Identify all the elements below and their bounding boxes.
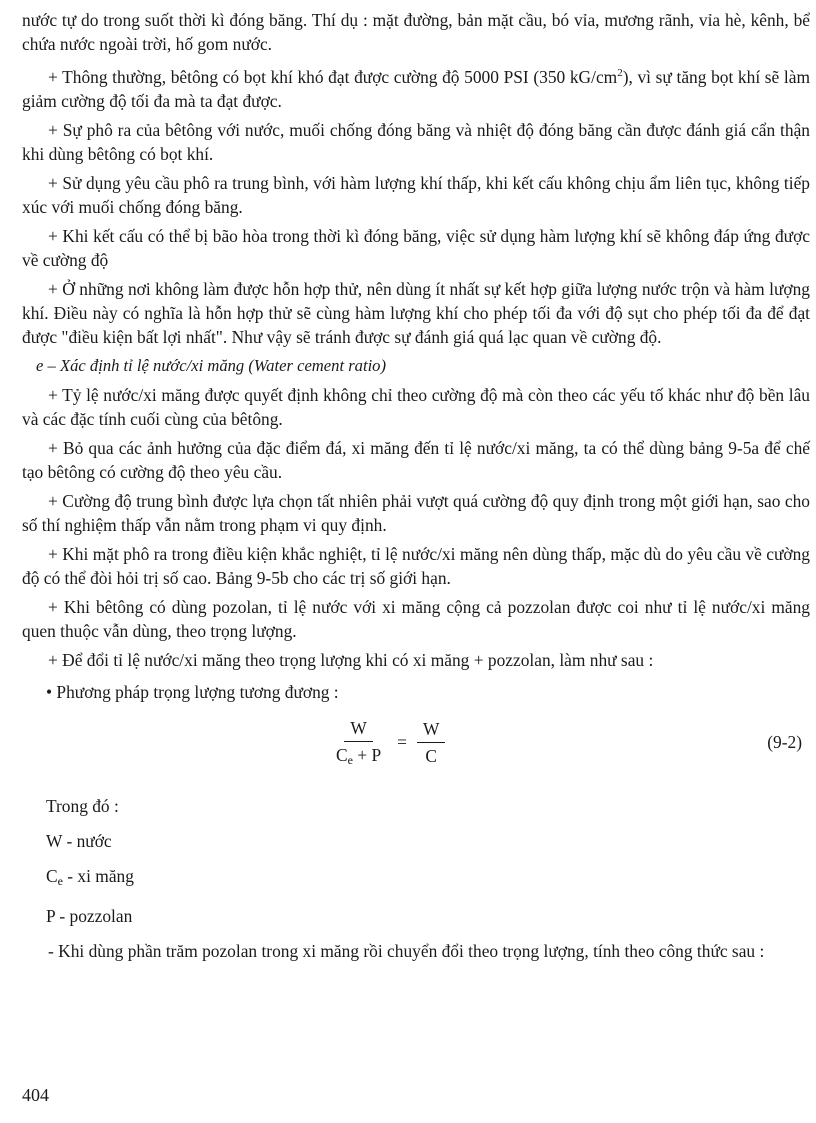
paragraph-psi	[22, 61, 810, 113]
formula-9-2	[22, 710, 810, 788]
definition-cement	[46, 864, 810, 893]
formula-cement-subscript: e	[347, 752, 353, 767]
paragraph-convert-ratio: + Để đổi tỉ lệ nước/xi măng theo trọng lượng khi có xi măng + pozzolan, làm như sau :	[48, 649, 654, 670]
paragraph-final: - Khi dùng phần trăm pozolan trong xi măng rồi chuyển đổi theo trọng lượng, tính theo công thức sau :	[48, 940, 765, 961]
definition-water: W - nước	[46, 830, 112, 851]
psi-text-before: + Thông thường, bêtông có bọt khí khó đạt được cường độ 5000 PSI (350 kG/cm	[48, 66, 618, 87]
formula-rhs-denominator: C	[425, 745, 437, 766]
formula-rhs-numerator: W	[417, 719, 445, 743]
formula-cement-symbol: C	[336, 744, 348, 765]
formula-lhs-denominator	[330, 742, 387, 768]
definition-cement-subscript: e	[57, 873, 63, 888]
definition-intro: Trong đó :	[46, 795, 119, 816]
paragraph-average-strength: + Cường độ trung bình được lựa chọn tất nhiên phải vượt quá cường độ quy định trong một giới hạn, sao cho số thí nghiệm thấp vẫn nằm trong phạm vi quy định.	[22, 490, 810, 535]
paragraph-moderate-exposure: + Sử dụng yêu cầu phô ra trung bình, với hàm lượng khí thấp, khi kết cấu không chịu ẩm liên tục, không tiếp xúc với muối chống đóng băng.	[22, 172, 810, 217]
formula-lhs-fraction	[330, 718, 387, 768]
section-heading: e – Xác định tỉ lệ nước/xi măng (Water cement ratio)	[36, 355, 387, 375]
definition-pozzolan: P - pozzolan	[46, 905, 133, 926]
paragraph-intro: nước tự do trong suốt thời kì đóng băng. Thí dụ : mặt đường, bản mặt cầu, bó vỉa, mương rãnh, vỉa hè, kênh, bể chứa nước ngoài trời, hố gom nước.	[22, 10, 810, 54]
psi-text-after: ), vì sự tăng bọt khí sẽ làm giảm cường độ tối đa mà ta đạt được.	[22, 66, 810, 111]
psi-superscript: 2	[617, 67, 623, 79]
page-number: 404	[22, 1085, 49, 1105]
paragraph-saturation: + Khi kết cấu có thể bị bão hòa trong thời kì đóng băng, việc sử dụng hàm lượng khí sẽ không đáp ứng được về cường độ	[22, 225, 810, 270]
bullet-equivalent-weight: • Phương pháp trọng lượng tương đương :	[46, 681, 339, 702]
document-page	[22, 8, 810, 968]
paragraph-exposure: + Sự phô ra của bêtông với nước, muối chống đóng băng và nhiệt độ đóng băng cần được đánh giá cẩn thận khi dùng bêtông có bọt khí.	[22, 119, 810, 164]
paragraph-pozzolan: + Khi bêtông có dùng pozolan, tỉ lệ nước với xi măng cộng cả pozzolan được coi như tỉ lệ nước/xi măng quen thuộc vẫn dùng, theo trọng lượng.	[22, 596, 810, 641]
formula-plus-pozzolan: + P	[352, 744, 382, 765]
equation-number: (9-2)	[767, 731, 802, 752]
definition-cement-text: - xi măng	[62, 865, 134, 886]
paragraph-ratio-decision: + Tỷ lệ nước/xi măng được quyết định không chỉ theo cường độ mà còn theo các yếu tố khác như độ bền lâu và các đặc tính cuối cùng của bêtông.	[22, 384, 810, 429]
paragraph-trial-mix: + Ở những nơi không làm được hỗn hợp thử, nên dùng ít nhất sự kết hợp giữa lượng nước trộn và hàm lượng khí. Điều này có nghĩa là hỗn hợp thử sẽ cùng hàm lượng khí cho phép tối đa với độ sụt cho phép tối đa để đạt được "điều kiện bất lợi nhất". Như vậy sẽ tránh được sự đánh giá quá lạc quan về cường độ.	[22, 278, 810, 347]
formula-body	[330, 718, 445, 768]
definition-cement-symbol: C	[46, 865, 58, 886]
formula-rhs-fraction	[417, 719, 445, 767]
paragraph-severe-exposure: + Khi mặt phô ra trong điều kiện khắc nghiệt, tỉ lệ nước/xi măng nên dùng thấp, mặc dù do yêu cầu về cường độ có thể đòi hỏi trị số cao. Bảng 9-5b cho các trị số giới hạn.	[22, 543, 810, 588]
formula-equals-sign: =	[397, 732, 407, 753]
formula-lhs-numerator: W	[344, 718, 372, 742]
paragraph-table-9-5a: + Bỏ qua các ảnh hưởng của đặc điểm đá, xi măng đến tỉ lệ nước/xi măng, ta có thể dùng bảng 9-5a để chế tạo bêtông có cường độ theo yêu cầu.	[22, 437, 810, 482]
